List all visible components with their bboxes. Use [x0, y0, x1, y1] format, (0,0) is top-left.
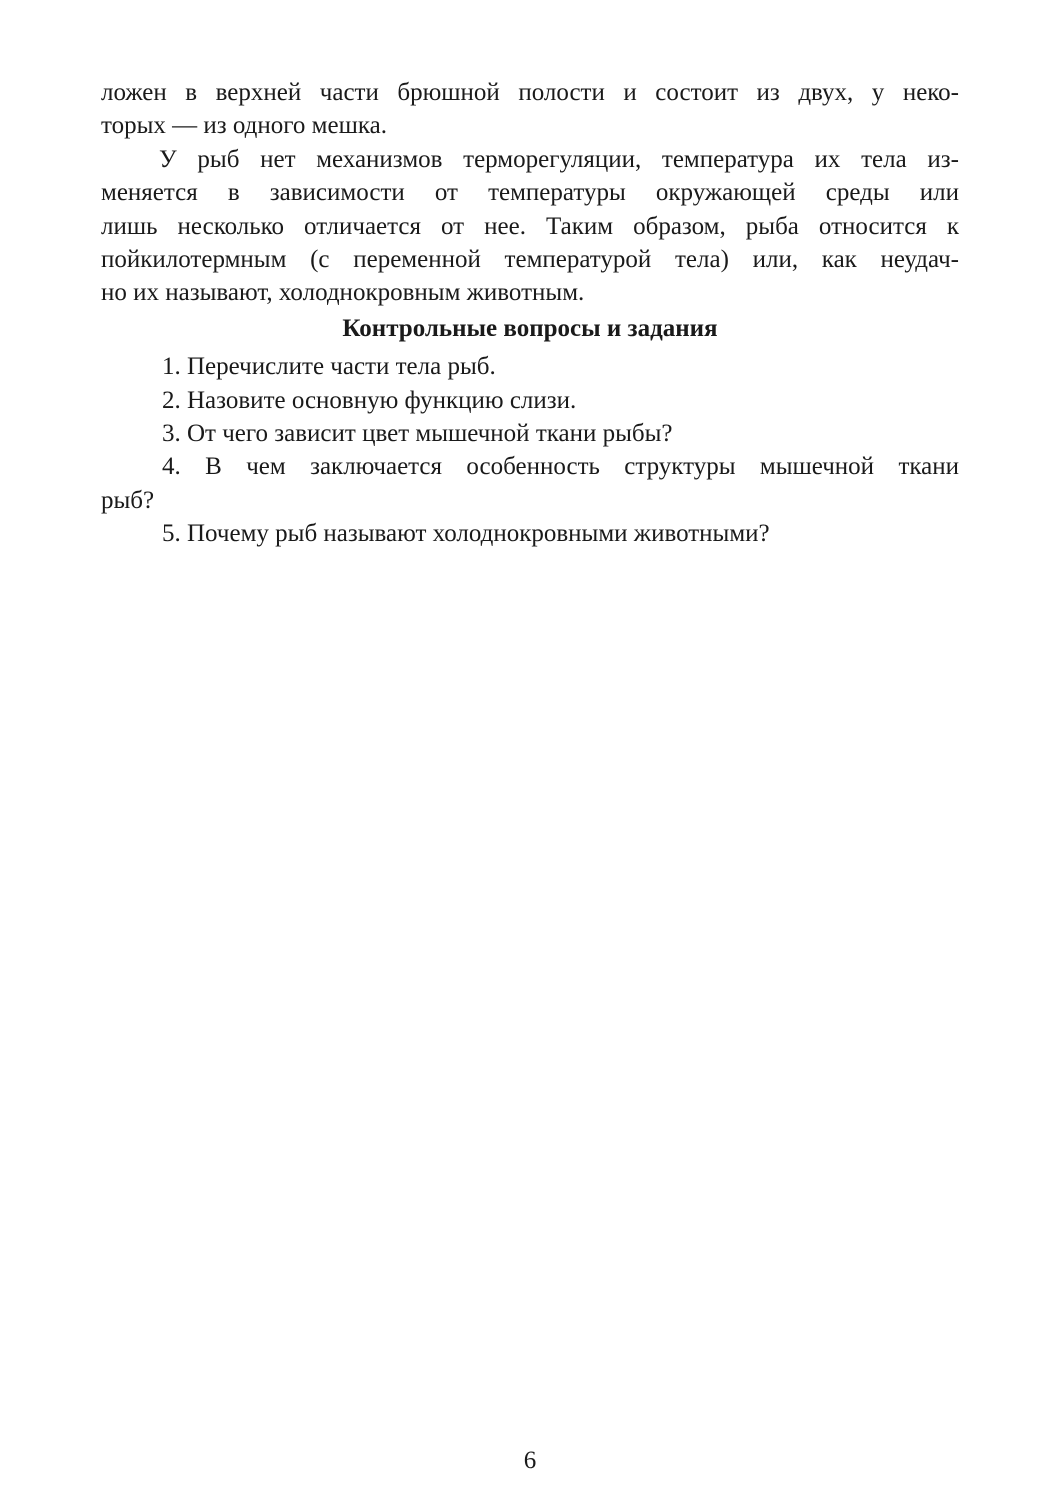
paragraph-line: торых — из одного мешка. [101, 112, 387, 140]
page-number: 6 [523, 1447, 537, 1474]
page-body [101, 76, 959, 551]
paragraph-thermoregulation [101, 143, 959, 310]
section-heading: Контрольные вопросы и задания [342, 314, 718, 342]
question-item: 2. Назовите основную функцию слизи. [162, 386, 577, 414]
paragraph-line: У рыб нет механизмов терморегуляции, температура их тела из- [159, 145, 959, 173]
paragraph-line: пойкилотермным (с переменной температурой тела) или, как неудач- [101, 246, 959, 274]
question-item: 3. От чего зависит цвет мышечной ткани рыбы? [162, 420, 673, 448]
question-item-continued: рыб? [101, 486, 155, 514]
paragraph-line: но их называют, холоднокровным животным. [101, 279, 585, 307]
paragraph-line: меняется в зависимости от температуры окружающей среды или [101, 179, 959, 207]
question-item: 1. Перечислите части тела рыб. [162, 353, 496, 381]
paragraph-line: лишь несколько отличается от нее. Таким образом, рыба относится к [101, 212, 959, 240]
question-item: 4. В чем заключается особенность структуры мышечной ткани [162, 453, 959, 481]
paragraph-continued [101, 76, 959, 143]
question-item: 5. Почему рыб называют холоднокровными животными? [162, 520, 770, 548]
paragraph-line: ложен в верхней части брюшной полости и состоит из двух, у неко- [101, 79, 959, 106]
questions-list [101, 350, 959, 550]
